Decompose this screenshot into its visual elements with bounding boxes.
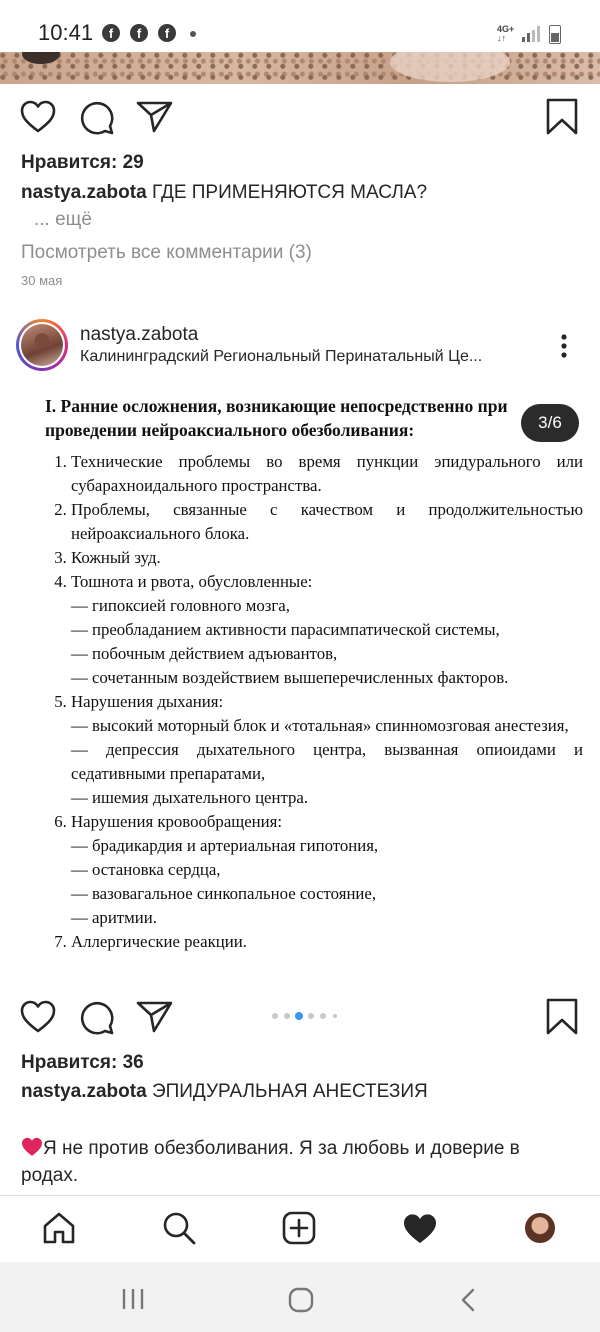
share-icon[interactable]	[136, 100, 174, 134]
view-comments-link[interactable]: Посмотреть все комментарии (3)	[21, 242, 312, 263]
carousel-dot	[272, 1013, 278, 1019]
carousel-counter: 3/6	[521, 404, 579, 442]
comment-icon[interactable]	[79, 100, 115, 136]
caption-body: Я не против обезболивания. Я за любовь и доверие в родах.	[21, 1138, 520, 1186]
more-link[interactable]: ... ещё	[34, 209, 92, 230]
more-options-icon[interactable]	[560, 333, 568, 359]
carousel-dot	[308, 1013, 314, 1019]
likes-count[interactable]: Нравится: 29	[21, 152, 144, 173]
status-time: 10:41	[38, 20, 94, 45]
list-sub-item: — вазовагальное синкопальное состояние,	[71, 884, 377, 903]
network-type: 4G+ ↓↑	[497, 24, 515, 43]
list-item	[71, 546, 583, 570]
post-location[interactable]: Калининградский Региональный Перинатальный Це...	[80, 348, 483, 365]
back-icon[interactable]	[460, 1288, 476, 1312]
share-icon[interactable]	[136, 1000, 174, 1034]
complications-list	[45, 450, 583, 954]
search-icon[interactable]	[162, 1211, 196, 1245]
list-item-text: Технические проблемы во время пункции эпидурального или субарахноидального пространства.	[71, 452, 583, 495]
list-sub-item: — аритмии.	[71, 908, 157, 927]
image-title: I. Ранние осложнения, возникающие непосредственно при проведении нейроаксиального обезболивания:	[45, 396, 508, 440]
list-item-text: Тошнота и рвота, обусловленные:	[71, 572, 313, 591]
post-date: 30 мая	[21, 273, 63, 288]
profile-avatar[interactable]	[525, 1213, 555, 1243]
list-sub-item: — брадикардия и артериальная гипотония,	[71, 836, 379, 855]
facebook-icon: f	[158, 24, 176, 42]
list-sub-item: — ишемия дыхательного центра.	[71, 788, 309, 807]
list-sub-item: — гипоксией головного мозга,	[71, 596, 290, 615]
post-caption	[21, 182, 427, 204]
bookmark-icon[interactable]	[546, 98, 578, 136]
facebook-icon: f	[102, 24, 120, 42]
status-bar	[0, 0, 600, 56]
avatar[interactable]	[16, 319, 68, 371]
post-caption	[21, 1081, 428, 1103]
bottom-nav	[0, 1195, 600, 1262]
list-sub-item: — депрессия дыхательного центра, вызванная опиоидами и седативными препаратами,	[71, 740, 583, 783]
list-sub-item: — преобладанием активности парасимпатической системы,	[71, 620, 500, 639]
caption-text: ГДЕ ПРИМЕНЯЮТСЯ МАСЛА?	[151, 182, 428, 203]
list-sub-item: — сочетанным воздействием вышеперечисленных факторов.	[71, 668, 509, 687]
red-heart-emoji-icon	[21, 1137, 43, 1157]
activity-heart-icon[interactable]	[402, 1213, 438, 1245]
system-nav-bar	[0, 1262, 600, 1332]
likes-count[interactable]: Нравится: 36	[21, 1052, 144, 1073]
previous-post-image[interactable]	[0, 52, 600, 84]
list-item-text: Проблемы, связанные с качеством и продолжительностью нейроаксиального блока.	[71, 500, 583, 543]
list-item	[71, 450, 583, 498]
recent-apps-icon[interactable]	[121, 1288, 145, 1310]
list-item-text: Нарушения дыхания:	[71, 692, 224, 711]
comment-icon[interactable]	[79, 1000, 115, 1036]
new-post-icon[interactable]	[282, 1211, 316, 1245]
list-item-text: Кожный зуд.	[71, 548, 161, 567]
more-notifications-dot	[190, 31, 196, 37]
list-item	[71, 690, 583, 810]
list-item	[71, 570, 583, 690]
caption-text: ЭПИДУРАЛЬНАЯ АНЕСТЕЗИЯ	[151, 1081, 428, 1102]
like-heart-icon[interactable]	[20, 1000, 56, 1034]
list-sub-item: — побочным действием адъювантов,	[71, 644, 338, 663]
post-username[interactable]: nastya.zabota	[80, 324, 199, 345]
list-sub-item: — остановка сердца,	[71, 860, 221, 879]
list-item-text: Нарушения кровообращения:	[71, 812, 282, 831]
caption-username[interactable]: nastya.zabota	[21, 1081, 147, 1102]
signal-icon	[522, 26, 540, 42]
list-item	[71, 810, 583, 930]
carousel-dot	[295, 1012, 303, 1020]
home-icon[interactable]	[42, 1211, 76, 1245]
list-item	[71, 498, 583, 546]
list-item	[71, 930, 583, 954]
battery-icon	[549, 25, 561, 44]
list-sub-item: — высокий моторный блок и «тотальная» спинномозговая анестезия,	[71, 716, 569, 735]
post-image[interactable]	[0, 382, 600, 992]
list-item-text: Аллергические реакции.	[71, 932, 247, 951]
bookmark-icon[interactable]	[546, 998, 578, 1036]
carousel-dot	[320, 1013, 326, 1019]
carousel-dot	[333, 1014, 337, 1018]
carousel-dot	[284, 1013, 290, 1019]
like-heart-icon[interactable]	[20, 100, 56, 134]
caption-username[interactable]: nastya.zabota	[21, 182, 147, 203]
facebook-icon: f	[130, 24, 148, 42]
home-button-icon[interactable]	[288, 1287, 314, 1313]
